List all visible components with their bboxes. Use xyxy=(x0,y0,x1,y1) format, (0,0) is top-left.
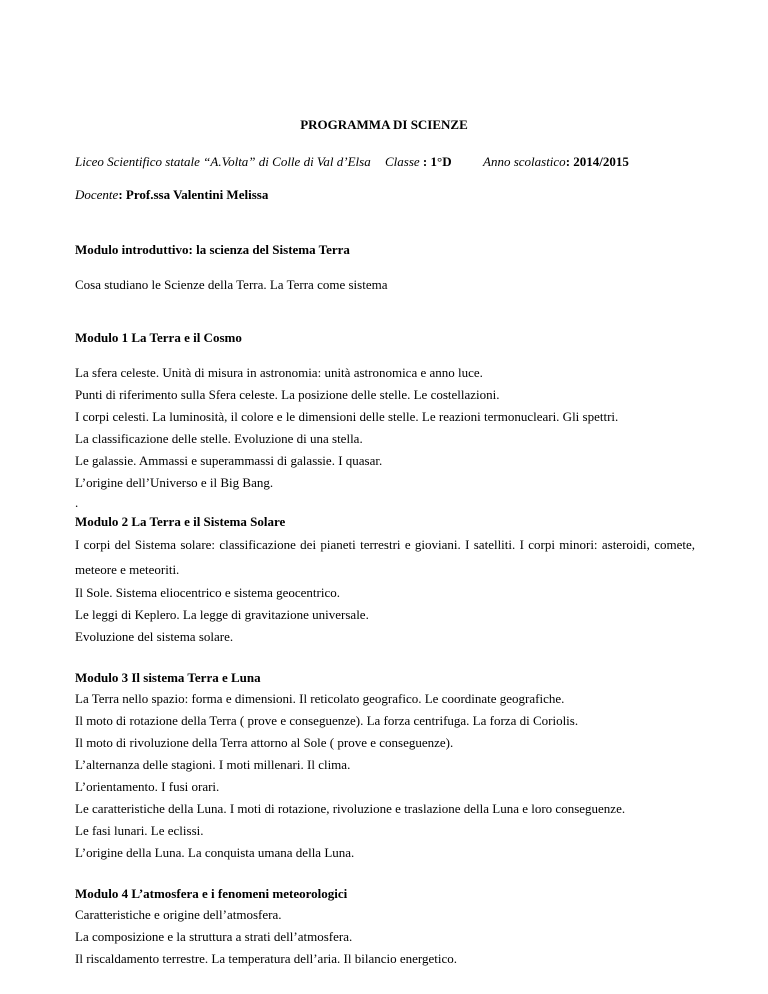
module-3 xyxy=(75,668,695,864)
module-title: Modulo introduttivo: la scienza del Sistema Terra xyxy=(75,242,350,257)
teacher-name: Prof.ssa Valentini Melissa xyxy=(125,187,269,202)
page-title: PROGRAMMA DI SCIENZE xyxy=(300,117,468,132)
year-info: Anno scolastico: 2014/2015 xyxy=(483,154,629,169)
module-line: I corpi celesti. La luminosità, il colore e le dimensioni delle stelle. Le reazioni termonucleari. Gli spettri. xyxy=(75,409,619,424)
module-2 xyxy=(75,512,695,648)
teacher-info: Docente: Prof.ssa Valentini Melissa xyxy=(75,187,269,202)
module-line: Cosa studiano le Scienze della Terra. La Terra come sistema xyxy=(75,277,388,292)
year-value: 2014/2015 xyxy=(573,154,629,169)
module-line: La composizione e la struttura a strati dell’atmosfera. xyxy=(75,929,353,944)
program-content xyxy=(75,240,695,970)
module-line: L’origine della Luna. La conquista umana della Luna. xyxy=(75,845,355,860)
module-line: La Terra nello spazio: forma e dimensioni. Il reticolato geografico. Le coordinate geografiche. xyxy=(75,691,565,706)
module-line: Il riscaldamento terrestre. La temperatura dell’aria. Il bilancio energetico. xyxy=(75,951,457,966)
teacher-label: Docente xyxy=(75,187,119,202)
module-line: Punti di riferimento sulla Sfera celeste. La posizione delle stelle. Le costellazioni. xyxy=(75,387,500,402)
module-line: Le caratteristiche della Luna. I moti di rotazione, rivoluzione e traslazione della Luna e loro conseguenze. xyxy=(75,801,626,816)
module-line: Caratteristiche e origine dell’atmosfera. xyxy=(75,907,282,922)
module-intro xyxy=(75,240,695,296)
module-line: Le galassie. Ammassi e superammassi di galassie. I quasar. xyxy=(75,453,383,468)
module-line: Le fasi lunari. Le eclissi. xyxy=(75,823,204,838)
module-line: L’alternanza delle stagioni. I moti millenari. Il clima. xyxy=(75,757,351,772)
module-line: Evoluzione del sistema solare. xyxy=(75,629,234,644)
module-title: Modulo 3 Il sistema Terra e Luna xyxy=(75,670,261,685)
module-line: La sfera celeste. Unità di misura in astronomia: unità astronomica e anno luce. xyxy=(75,365,483,380)
module-1 xyxy=(75,328,695,512)
class-label: Classe xyxy=(385,154,420,169)
school-name: Liceo Scientifico statale “A.Volta” di Colle di Val d’Elsa xyxy=(75,154,371,169)
module-line: I corpi del Sistema solare: classificazione dei pianeti terrestri e gioviani. I satelliti. I corpi minori: asteroidi, comete, meteore e meteoriti. xyxy=(75,537,695,577)
module-4 xyxy=(75,884,695,970)
year-label: Anno scolastico xyxy=(483,154,566,169)
module-line: Il Sole. Sistema eliocentrico e sistema geocentrico. xyxy=(75,585,340,600)
module-line: Le leggi di Keplero. La legge di gravitazione universale. xyxy=(75,607,369,622)
module-line: L’origine dell’Universo e il Big Bang. xyxy=(75,475,274,490)
module-line: La classificazione delle stelle. Evoluzione di una stella. xyxy=(75,431,363,446)
module-title: Modulo 1 La Terra e il Cosmo xyxy=(75,330,242,345)
module-line: Il moto di rotazione della Terra ( prove e conseguenze). La forza centrifuga. La forza di Coriolis. xyxy=(75,713,579,728)
module-title: Modulo 4 L’atmosfera e i fenomeni meteorologici xyxy=(75,886,348,901)
module-line: L’orientamento. I fusi orari. xyxy=(75,779,220,794)
trailing-dot: . xyxy=(75,495,79,510)
info-row xyxy=(75,154,715,172)
module-title: Modulo 2 La Terra e il Sistema Solare xyxy=(75,514,286,529)
module-line: Il moto di rivoluzione della Terra attorno al Sole ( prove e conseguenze). xyxy=(75,735,454,750)
class-info: Classe : 1°D xyxy=(385,154,452,169)
class-value: 1°D xyxy=(430,154,452,169)
